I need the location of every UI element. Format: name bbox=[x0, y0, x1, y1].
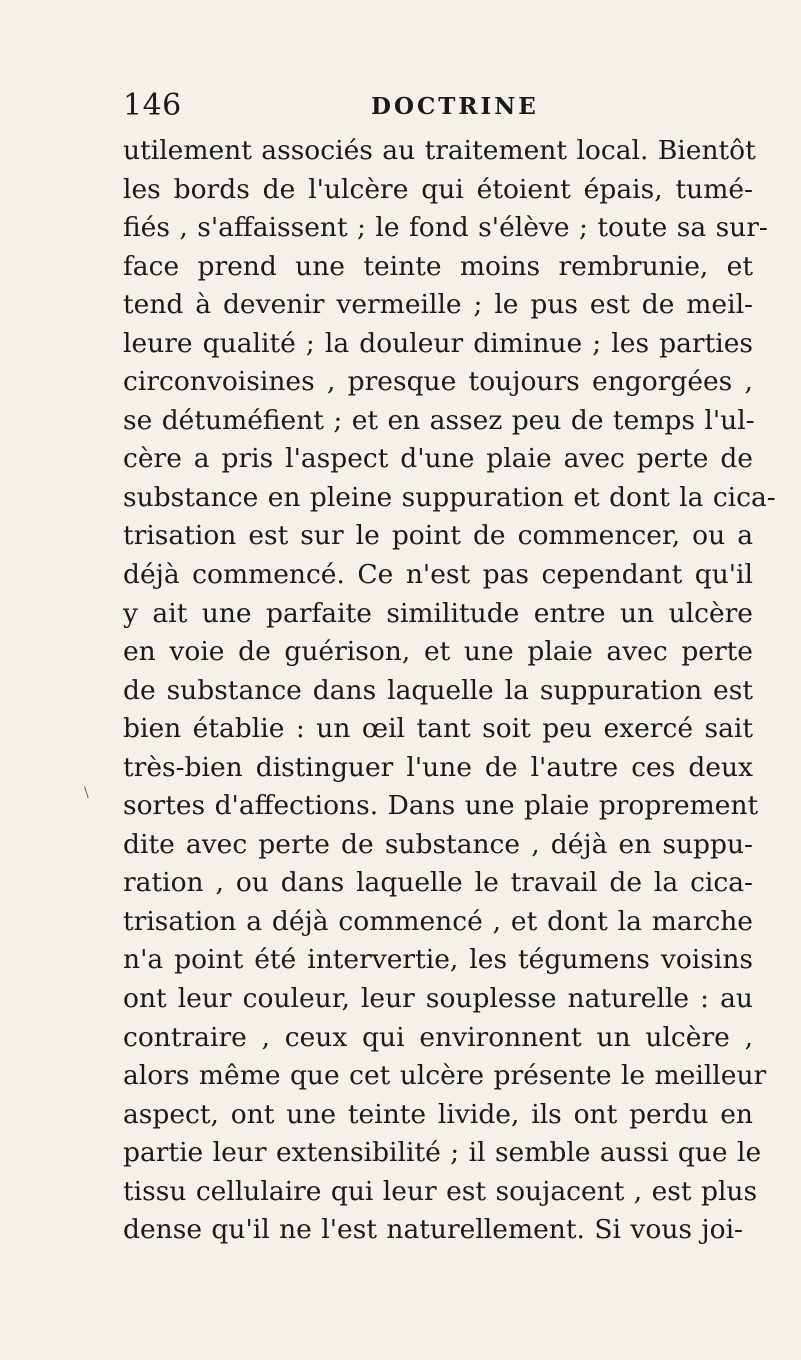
text-line: très-bien distinguer l'une de l'autre ces deux bbox=[123, 751, 753, 783]
text-line: bien établie : un œil tant soit peu exercé sait bbox=[123, 713, 753, 745]
text-line: cère a pris l'aspect d'une plaie avec perte de bbox=[123, 443, 753, 475]
margin-mark: \ bbox=[84, 785, 89, 801]
page-header bbox=[123, 86, 743, 126]
text-line: dense qu'il ne l'est naturellement. Si vous joi- bbox=[123, 1214, 744, 1246]
text-line: aspect, ont une teinte livide, ils ont perdu en bbox=[123, 1098, 753, 1130]
text-line: n'a point été intervertie, les tégumens voisins bbox=[123, 944, 753, 976]
text-line: de substance dans laquelle la suppuration est bbox=[123, 674, 753, 706]
text-line: se détuméfient ; et en assez peu de temps l'ul- bbox=[123, 404, 755, 436]
text-line: y ait une parfaite similitude entre un ulcère bbox=[123, 597, 753, 629]
text-line: substance en pleine suppuration et dont la cica- bbox=[123, 481, 776, 513]
text-line: leure qualité ; la douleur diminue ; les parties bbox=[123, 327, 753, 359]
text-line: ration , ou dans laquelle le travail de la cica- bbox=[123, 867, 753, 899]
text-line: utilement associés au traitement local. Bientôt bbox=[123, 135, 756, 166]
text-line: face prend une teinte moins rembrunie, et bbox=[123, 250, 753, 282]
text-line: ont leur couleur, leur souplesse naturelle : au bbox=[123, 983, 753, 1015]
text-line: trisation est sur le point de commencer, ou a bbox=[123, 520, 753, 552]
text-line: en voie de guérison, et une plaie avec perte bbox=[123, 636, 753, 668]
text-line: partie leur extensibilité ; il semble aussi que le bbox=[123, 1137, 762, 1169]
text-line: tissu cellulaire qui leur est soujacent , est plus bbox=[123, 1175, 758, 1207]
text-line: dite avec perte de substance , déjà en suppu- bbox=[123, 828, 753, 860]
text-line: circonvoisines , presque toujours engorgées , bbox=[123, 366, 753, 398]
text-line: contraire , ceux qui environnent un ulcère , bbox=[123, 1021, 753, 1053]
text-line: les bords de l'ulcère qui étoient épais, tumé- bbox=[123, 173, 753, 205]
text-line: trisation a déjà commencé , et dont la marche bbox=[123, 905, 753, 937]
text-line: fiés , s'affaissent ; le fond s'élève ; toute sa sur- bbox=[123, 212, 768, 244]
body-text bbox=[123, 132, 776, 1250]
text-line: déjà commencé. Ce n'est pas cependant qu'il bbox=[123, 559, 753, 591]
page-number: 146 bbox=[123, 88, 182, 123]
text-line: tend à devenir vermeille ; le pus est de meil- bbox=[123, 289, 753, 321]
running-head: DOCTRINE bbox=[371, 93, 539, 120]
text-line: sortes d'affections. Dans une plaie proprement bbox=[123, 790, 759, 822]
text-line: alors même que cet ulcère présente le meilleur bbox=[123, 1060, 767, 1092]
